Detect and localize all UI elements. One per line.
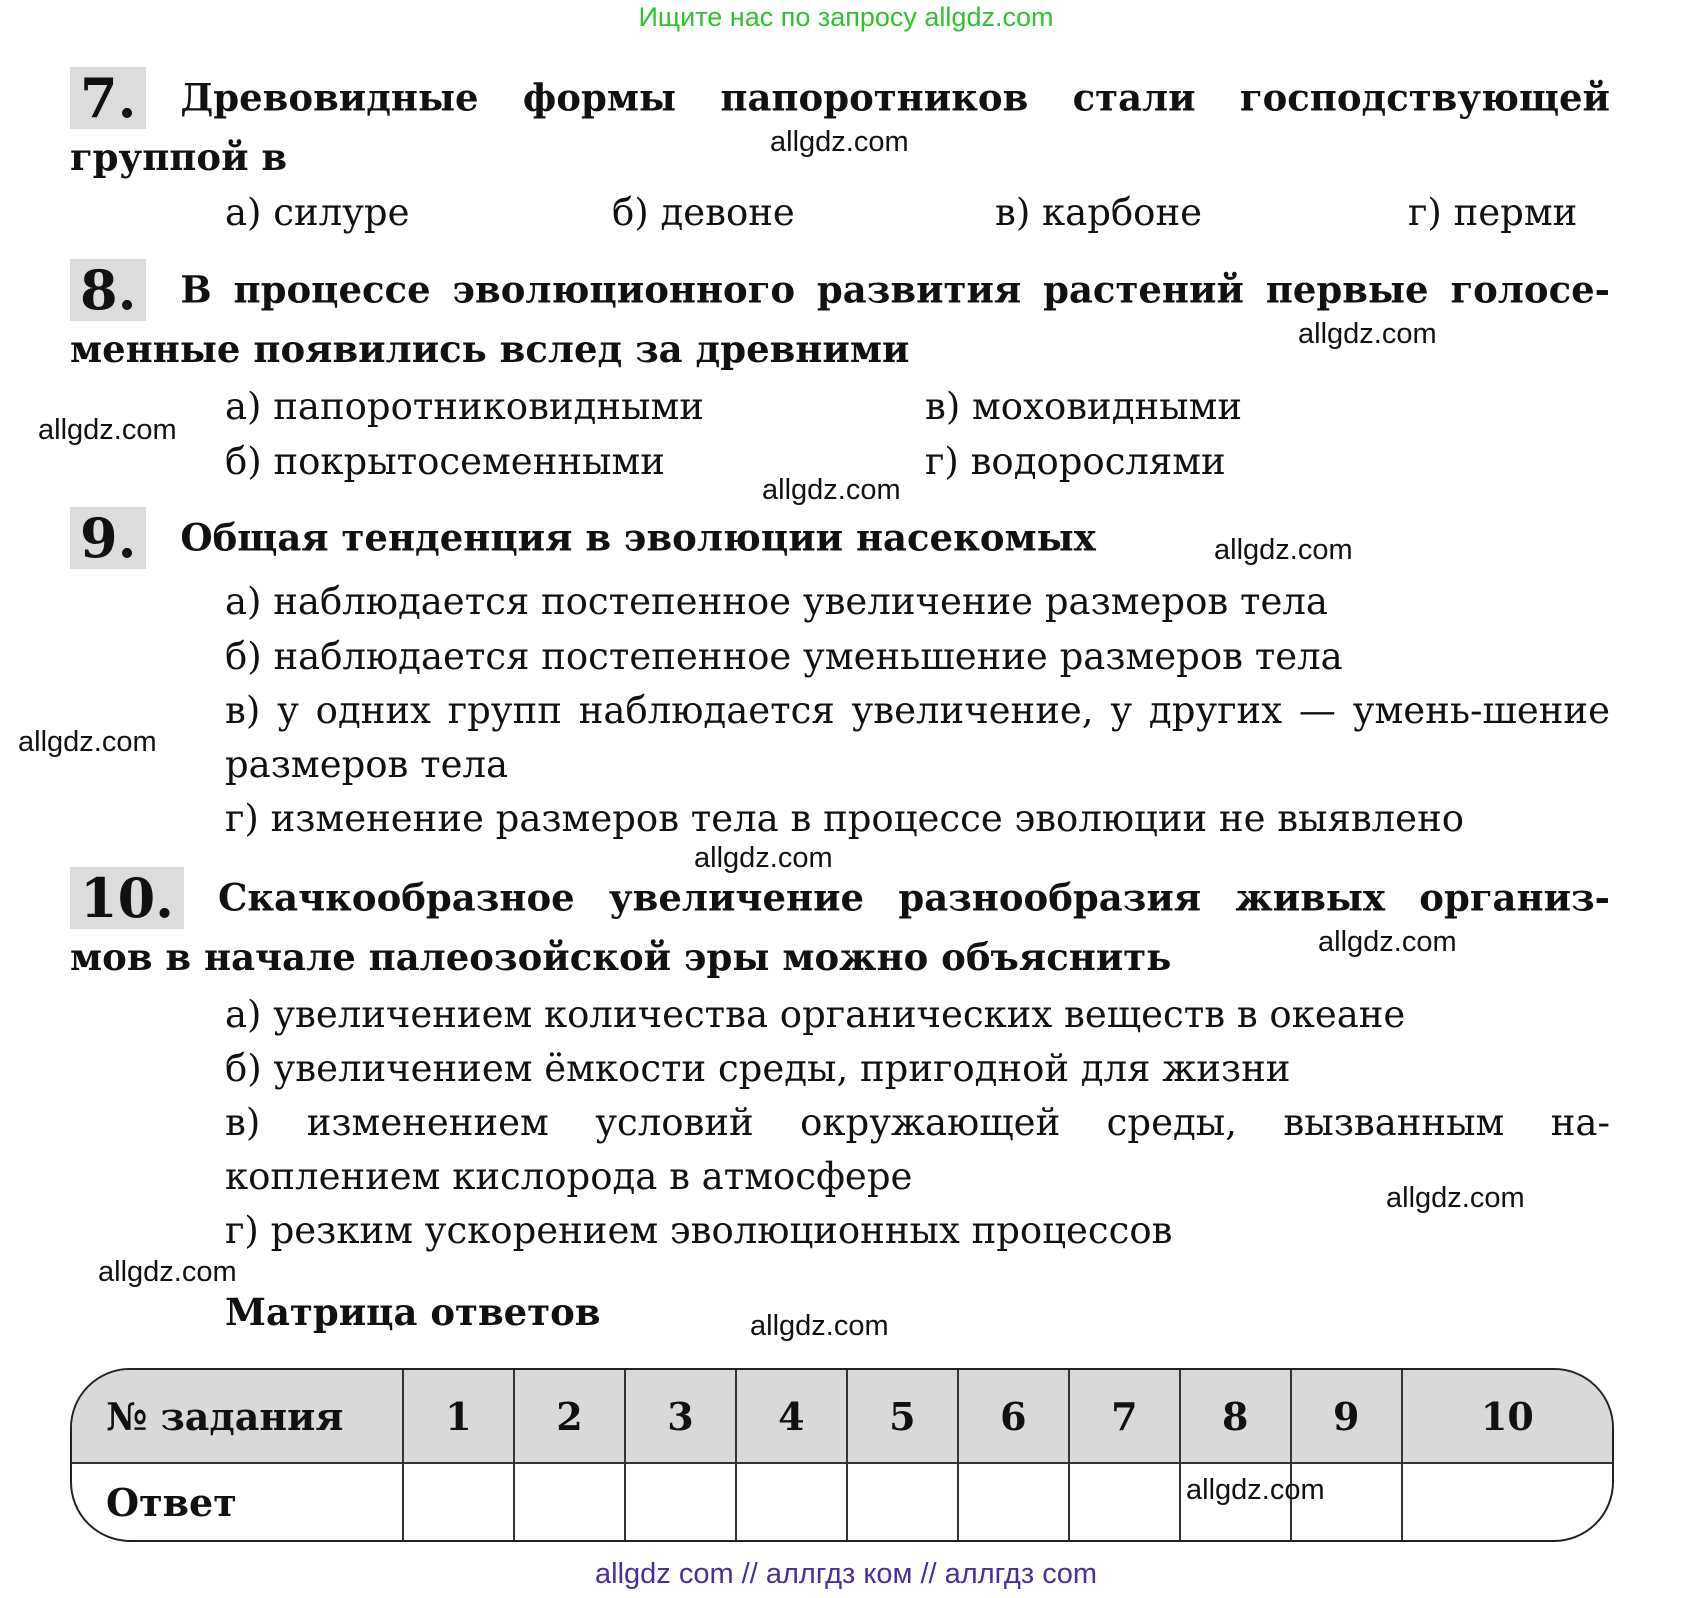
matrix-task-number: 8: [1180, 1370, 1291, 1463]
matrix-task-number: 2: [514, 1370, 625, 1463]
question-7-line1: 7. Древовидные формы папоротников стали господствующей: [70, 66, 1610, 129]
matrix-task-number: 10: [1402, 1370, 1612, 1463]
question-9: [70, 506, 1610, 569]
watermark: allgdz.com: [38, 414, 177, 446]
matrix-task-number: 5: [847, 1370, 958, 1463]
q7-option-b: б) девоне: [612, 191, 795, 234]
matrix-task-number: 3: [625, 1370, 736, 1463]
matrix-answer-row: [72, 1463, 1612, 1540]
answer-cell[interactable]: [958, 1463, 1069, 1540]
question-number: 7.: [70, 67, 146, 129]
q9-option-a: а) наблюдается постепенное увеличение размеров тела: [225, 580, 1328, 623]
q7-option-d: г) перми: [1408, 191, 1578, 234]
answer-cell[interactable]: [847, 1463, 958, 1540]
q8-option-b: б) покрытосеменными: [225, 440, 665, 483]
top-banner: Ищите нас по запросу allgdz.com: [638, 2, 1054, 32]
question-10-line1: 10. Скачкообразное увеличение разнообразия живых организ-: [70, 866, 1610, 929]
q7-option-c: в) карбоне: [995, 191, 1203, 234]
matrix-row-label-answer: Ответ: [72, 1463, 403, 1540]
matrix-task-number: 1: [403, 1370, 514, 1463]
watermark: allgdz.com: [1214, 534, 1353, 566]
q10-option-a: а) увеличением количества органических веществ в океане: [225, 993, 1406, 1036]
answer-cell[interactable]: [1402, 1463, 1612, 1540]
question-8-line1: 8. В процессе эволюционного развития растений первые голосе-: [70, 258, 1610, 321]
matrix-task-number: 7: [1069, 1370, 1180, 1463]
answer-cell[interactable]: [1069, 1463, 1180, 1540]
watermark: allgdz.com: [18, 726, 157, 758]
watermark: allgdz.com: [750, 1310, 889, 1342]
q10-option-c: в) изменением условий окружающей среды, вызванным на-: [225, 1101, 1610, 1144]
question-7-line2: группой в: [70, 134, 288, 179]
watermark: allgdz.com: [762, 474, 901, 506]
question-10-line2: мов в начале палеозойской эры можно объяснить: [70, 934, 1172, 979]
answer-cell[interactable]: [403, 1463, 514, 1540]
matrix-title: Матрица ответов: [225, 1290, 601, 1334]
footer-text: allgdz com // аллгдз ком // аллгдз com: [595, 1558, 1097, 1590]
q10-option-b: б) увеличением ёмкости среды, пригодной для жизни: [225, 1047, 1291, 1090]
watermark: allgdz.com: [1298, 318, 1437, 350]
q7-option-a: а) силуре: [225, 191, 410, 234]
watermark: allgdz.com: [1186, 1474, 1325, 1506]
question-number: 9.: [70, 507, 146, 569]
answer-cell[interactable]: [736, 1463, 847, 1540]
watermark: allgdz.com: [1386, 1182, 1525, 1214]
matrix-row-label-task: № задания: [72, 1370, 403, 1463]
q9-option-c: в) у одних групп наблюдается увеличение, у других — умень-шение размеров тела: [225, 689, 1610, 786]
matrix-task-number: 6: [958, 1370, 1069, 1463]
watermark: allgdz.com: [98, 1256, 237, 1288]
q9-option-b: б) наблюдается постепенное уменьшение размеров тела: [225, 635, 1343, 678]
matrix-header-row: [72, 1370, 1612, 1463]
watermark: allgdz.com: [1318, 926, 1457, 958]
answer-cell[interactable]: [514, 1463, 625, 1540]
question-number: 8.: [70, 259, 146, 321]
answer-matrix: [70, 1368, 1614, 1542]
q8-option-a: а) папоротниковидными: [225, 385, 704, 428]
q10-option-d: г) резким ускорением эволюционных процессов: [225, 1209, 1173, 1252]
matrix-task-number: 4: [736, 1370, 847, 1463]
question-8-line2: менные появились вслед за древними: [70, 326, 910, 371]
question-number: 10.: [70, 867, 184, 929]
matrix-task-number: 9: [1291, 1370, 1402, 1463]
q8-option-d: г) водорослями: [925, 440, 1226, 483]
watermark: allgdz.com: [694, 842, 833, 874]
answer-cell[interactable]: [625, 1463, 736, 1540]
q9-option-d: г) изменение размеров тела в процессе эволюции не выявлено: [225, 797, 1465, 840]
q8-option-c: в) моховидными: [925, 385, 1243, 428]
question-9-line1: 9. Общая тенденция в эволюции насекомых: [70, 512, 1096, 556]
watermark: allgdz.com: [770, 126, 909, 158]
q10-option-c-continued: коплением кислорода в атмосфере: [225, 1155, 913, 1198]
